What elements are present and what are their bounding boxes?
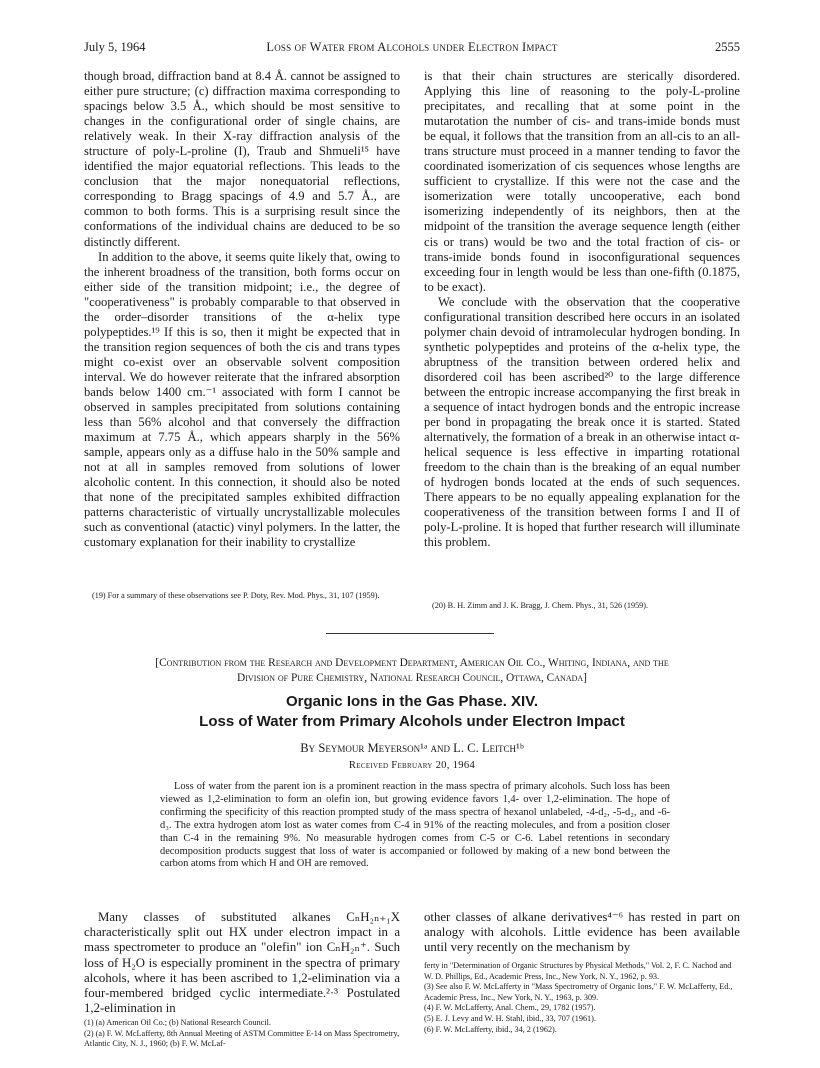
contribution-note bbox=[84, 656, 740, 685]
bottom-left-column bbox=[84, 910, 400, 1016]
page-number: 2555 bbox=[715, 40, 740, 54]
footnotes-left bbox=[84, 1018, 400, 1050]
paragraph: is that their chain structures are sterically disordered. Applying this line of reasoning to the poly-L-proline precipitates, and recalling that at some point in the mutarotation the number of cis- and trans-imide bonds must be equal, it follows that the transition from an all-cis to an all-trans structure must proceed in a manner tending to favor the coordinated isomerization of cis sequences whose lengths are sufficient to crystallize. If this were not the case and the isomerization were totally uncooperative, each bond isomerizing independently of its neighbors, then at the midpoint of the transition the average sequence length (either cis or trans) would be two and the total fraction of cis- or trans-imide bonds found in isoconfigurational sequences exceeding four in length would be less than one-fifth (0.1875, to be exact). bbox=[424, 69, 740, 294]
footnote: (6) F. W. McLafferty, ibid., 34, 2 (1962). bbox=[424, 1024, 557, 1034]
paragraph: We conclude with the observation that the cooperative configurational transition described here occurs in an isolated polymer chain devoid of intramolecular hydrogen bonding. In synthetic polypeptides and proteins of the α-helix type, the abruptness of the transition between ordered helix and disordered coil has been ascribed²⁰ to the large difference between the entropic increase accompanying the first break in a sequence of intact hydrogen bonds and the entropic increase per bond in propagating the break once it is started. Stated alternatively, the formation of a break in an otherwise intact α-helical sequence is less effective in imparting rotational freedom to the chain than is the breaking of an equal number of hydrogen bonds located at the ends of such sequences. There appears to be no equally appealing explanation for the cooperativeness of the transition between forms I and II of poly-L-proline. It is hoped that further research will illuminate this problem. bbox=[424, 294, 740, 550]
top-right-column bbox=[424, 69, 740, 551]
footnotes-right bbox=[424, 961, 740, 1035]
footnote: (2) (a) F. W. McLafferty, 8th Annual Meeting of ASTM Committee E-14 on Mass Spectrometry, Atlantic City, N. J., 1960; (b) F. W. McLaf- bbox=[84, 1028, 400, 1049]
header-date: July 5, 1964 bbox=[84, 40, 146, 54]
footnote-19: (19) For a summary of these observations see P. Doty, Rev. Mod. Phys., 31, 107 (1959). bbox=[92, 591, 380, 600]
footnote: (4) F. W. McLafferty, Anal. Chem., 29, 1782 (1957). bbox=[424, 1003, 596, 1013]
footnote: (5) E. J. Levy and W. H. Stahl, ibid., 33, 707 (1961). bbox=[424, 1013, 596, 1023]
header-title: Loss of Water from Alcohols under Electron Impact bbox=[266, 40, 558, 54]
paragraph: other classes of alkane derivatives⁴⁻⁶ has rested in part on analogy with alcohols. Little evidence has been available until very recently on the mechanism by bbox=[424, 910, 740, 955]
contribution-line: Division of Pure Chemistry, National Research Council, Ottawa, Canada] bbox=[237, 671, 587, 684]
received-date: Received February 20, 1964 bbox=[348, 760, 476, 771]
author-line: By Seymour Meyerson¹ᵃ and L. C. Leitch¹ᵇ bbox=[300, 741, 524, 755]
paragraph: Many classes of substituted alkanes CₙH₂ₙ₊₁X characteristically split out HX under electron impact in a mass spectrometer to produce an "olefin" ion CₙH₂ₙ⁺. Such loss of H₂O is especially prominent in the spectra of primary alcohols, where it has been ascribed to 1,2-elimination via a four-membered bridged cyclic intermediate.²·³ Postulated 1,2-elimination in bbox=[84, 910, 400, 1016]
bottom-right-column bbox=[424, 910, 740, 956]
title-line: Organic Ions in the Gas Phase. XIV. bbox=[285, 693, 539, 710]
abstract: Loss of water from the parent ion is a prominent reaction in the mass spectra of primary alcohols. Such loss has been viewed as 1,2-elimination to form an olefin ion, but growing evidence favors 1,4- over 1,2-elimination. The hope of confirming the specificity of this reaction prompted study of the mass spectra of hexanol unlabeled, -4-d₂, -5-d₂, and -6-d₃. The extra hydrogen atom lost as water comes from C-4 in 91% of the reacting molecules, and from a position closer than C-4 in the remaining 9%. No measurable hydrogen comes from C-5 or C-6. Label retentions in secondary decomposition products suggest that loss of water is accompanied or followed by making of a new bond between the carbon atoms from which H and OH are removed. bbox=[160, 781, 670, 870]
running-header bbox=[84, 40, 740, 58]
top-left-column bbox=[84, 69, 400, 551]
title-line: Loss of Water from Primary Alcohols under Electron Impact bbox=[199, 712, 625, 730]
footnote: (3) See also F. W. McLafferty in "Mass Spectrometry of Organic Ions," F. W. McLafferty, Ed., Academic Press, Inc., New York, N. Y., 1963, p. 309. bbox=[424, 982, 733, 1002]
footnote: (1) (a) American Oil Co.; (b) National Research Council. bbox=[84, 1018, 271, 1027]
footnote: ferty in "Determination of Organic Structures by Physical Methods," Vol. 2, F. C. Nachod and W. D. Phillips, Ed., Academic Press, Inc., New York, N. Y., 1962, p. 93. bbox=[424, 961, 732, 981]
paragraph: though broad, diffraction band at 8.4 Å. cannot be assigned to either pure structure; (c) diffraction maxima corresponding to spacings below 3.5 Å., which should be most sensitive to changes in the configurational order of single chains, are relatively weak. In their X-ray diffraction analysis of the structure of poly-L-proline (I), Traub and Shmueli¹⁵ have identified the major equatorial reflections. This leads to the conclusion that the major nonequatorial reflections, corresponding to Bragg spacings of 4.9 and 5.7 Å., are common to both forms. This is a surprising result since the conformations of the individual chains are deduced to be so distinctly different. bbox=[84, 69, 400, 249]
contribution-line: [Contribution from the Research and Development Department, American Oil Co., Whiting, Indiana, and the bbox=[155, 657, 669, 669]
paragraph: In addition to the above, it seems quite likely that, owing to the inherent broadness of the transition, both forms occur on either side of the transition midpoint; i.e., the degree of "cooperativeness" is probably comparable to that observed in the order–disorder transitions of the α-helix type polypeptides.¹⁹ If this is so, then it might be expected that in the transition region sequences of both the cis and trans types might co-exist over an observable solvent composition interval. We do however reiterate that the infrared absorption bands below 1400 cm.⁻¹ associated with form I cannot be observed in samples precipitated from solutions containing less than 56% alcohol and that conversely the diffraction maximum at 7.75 Å., which appears sharply in the 56% sample, appears only as a diffuse halo in the 50% sample and not at all in samples removed from solutions of lower alcoholic content. In this connection, it should also be noted that none of the precipitated samples exhibited diffraction patterns characteristic of virtually uncrystallizable molecules such as conventional (atactic) vinyl polymers. In the latter, the customary explanation for their inability to crystallize bbox=[84, 249, 400, 550]
footnote-20: (20) B. H. Zimm and J. K. Bragg, J. Chem. Phys., 31, 526 (1959). bbox=[432, 601, 649, 610]
article-divider bbox=[326, 633, 494, 634]
article-title bbox=[84, 692, 740, 731]
